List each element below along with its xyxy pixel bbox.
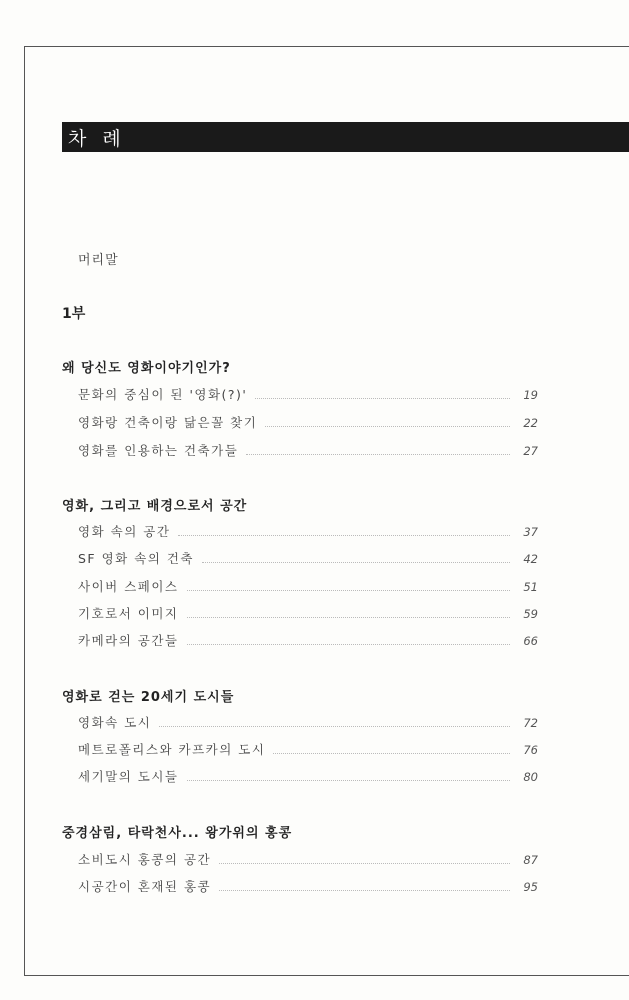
toc-entry-page: 42 [523,552,538,566]
toc-entry[interactable] [78,877,538,897]
toc-entry[interactable] [78,740,538,760]
toc-entry-page: 72 [523,716,538,730]
toc-entry-page: 59 [523,607,538,621]
toc-entry-title: SF 영화 속의 건축 [78,551,194,566]
toc-entry-page: 76 [523,743,538,757]
part-heading: 1부 [62,306,86,322]
toc-entry-title: 영화 속의 공간 [78,524,171,539]
toc-entry-page: 51 [523,580,538,594]
toc-entry[interactable] [78,385,538,405]
dot-leader [187,582,511,591]
toc-entry-page: 87 [523,853,538,867]
toc-entry[interactable] [78,549,538,569]
toc-entry-page: 27 [523,444,538,458]
toc-entry-title: 영화를 인용하는 건축가들 [78,443,239,458]
toc-entry-title: 영화랑 건축이랑 닮은꼴 찾기 [78,415,258,430]
toc-entry-page: 19 [523,388,538,402]
dot-leader [255,390,510,399]
toc-entry-page: 80 [523,770,538,784]
toc-entry-title: 세기말의 도시들 [78,769,179,784]
dot-leader [219,882,510,891]
toc-entry[interactable] [78,604,538,624]
toc-entry[interactable] [78,713,538,733]
toc-entry[interactable] [78,850,538,870]
section-heading: 영화로 걷는 20세기 도시들 [62,690,235,705]
toc-entry-title: 카메라의 공간들 [78,633,179,648]
dot-leader [187,636,511,645]
dot-leader [273,745,510,754]
toc-entry[interactable] [78,441,538,461]
dot-leader [178,527,510,536]
toc-entry-page: 95 [523,880,538,894]
toc-entry-title: 시공간이 혼재된 홍콩 [78,879,212,894]
toc-entry-preface[interactable]: 머리말 [78,253,119,268]
toc-entry[interactable] [78,767,538,787]
toc-title: 차 례 [68,128,126,150]
toc-entry-title: 영화속 도시 [78,715,152,730]
dot-leader [187,772,511,781]
section-heading: 중경삼림, 타락천사... 왕가위의 홍콩 [62,826,293,841]
toc-entry-page: 37 [523,525,538,539]
toc-entry-title: 기호로서 이미지 [78,606,179,621]
toc-title-bar [62,122,629,152]
toc-entry-title: 문화의 중심이 된 '영화(?)' [78,387,248,402]
toc-entry[interactable] [78,522,538,542]
dot-leader [159,718,510,727]
dot-leader [202,554,510,563]
dot-leader [265,418,510,427]
toc-entry[interactable] [78,577,538,597]
toc-entry-title: 사이버 스페이스 [78,579,179,594]
dot-leader [246,446,510,455]
section-heading: 왜 당신도 영화이야기인가? [62,361,231,376]
toc-entry-page: 22 [523,416,538,430]
section-heading: 영화, 그리고 배경으로서 공간 [62,499,248,514]
toc-entry-title: 소비도시 홍콩의 공간 [78,852,212,867]
toc-entry[interactable] [78,631,538,651]
dot-leader [187,609,511,618]
toc-entry-page: 66 [523,634,538,648]
toc-entry-title: 메트로폴리스와 카프카의 도시 [78,742,266,757]
dot-leader [219,855,510,864]
toc-entry[interactable] [78,413,538,433]
